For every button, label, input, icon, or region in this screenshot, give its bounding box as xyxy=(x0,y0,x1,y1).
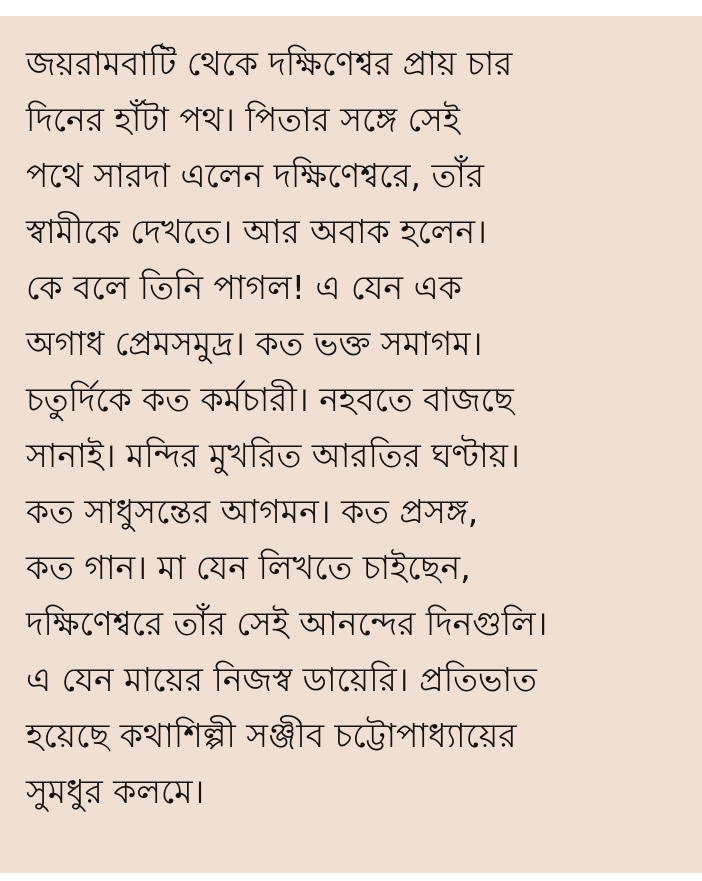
text-panel xyxy=(0,16,702,873)
passage-paragraph xyxy=(26,36,676,820)
passage-line-9: কত সাধুসন্তের আগমন। কত প্রসঙ্গ, xyxy=(26,492,479,531)
passage-line-1: জয়রামবাটি থেকে দক্ষিণেশ্বর প্রায় চার xyxy=(26,44,513,83)
passage-line-11: দক্ষিণেশ্বরে তাঁর সেই আনন্দের দিনগুলি। xyxy=(26,604,548,643)
passage-line-12: এ যেন মায়ের নিজস্ব ডায়েরি। প্রতিভাত xyxy=(26,660,537,699)
passage-line-13: হয়েছে কথাশিল্পী সঞ্জীব চট্টোপাধ্যায়ের xyxy=(26,716,517,755)
passage-line-8: সানাই। মন্দির মুখরিত আরতির ঘণ্টায়। xyxy=(26,436,520,475)
passage-line-4: স্বামীকে দেখতে। আর অবাক হলেন। xyxy=(26,212,487,251)
passage-line-10: কত গান। মা যেন লিখতে চাইছেন, xyxy=(26,548,471,587)
passage-line-2: দিনের হাঁটা পথ। পিতার সঙ্গে সেই xyxy=(26,100,460,139)
passage-line-6: অগাধ প্রেমসমুদ্র। কত ভক্ত সমাগম। xyxy=(26,324,483,363)
passage-line-5: কে বলে তিনি পাগল! এ যেন এক xyxy=(26,268,462,307)
passage-line-14: সুমধুর কলমে। xyxy=(26,772,205,811)
passage-line-7: চতুর্দিকে কত কর্মচারী। নহবতে বাজছে xyxy=(26,380,514,419)
passage-line-3: পথে সারদা এলেন দক্ষিণেশ্বরে, তাঁর xyxy=(26,156,485,195)
